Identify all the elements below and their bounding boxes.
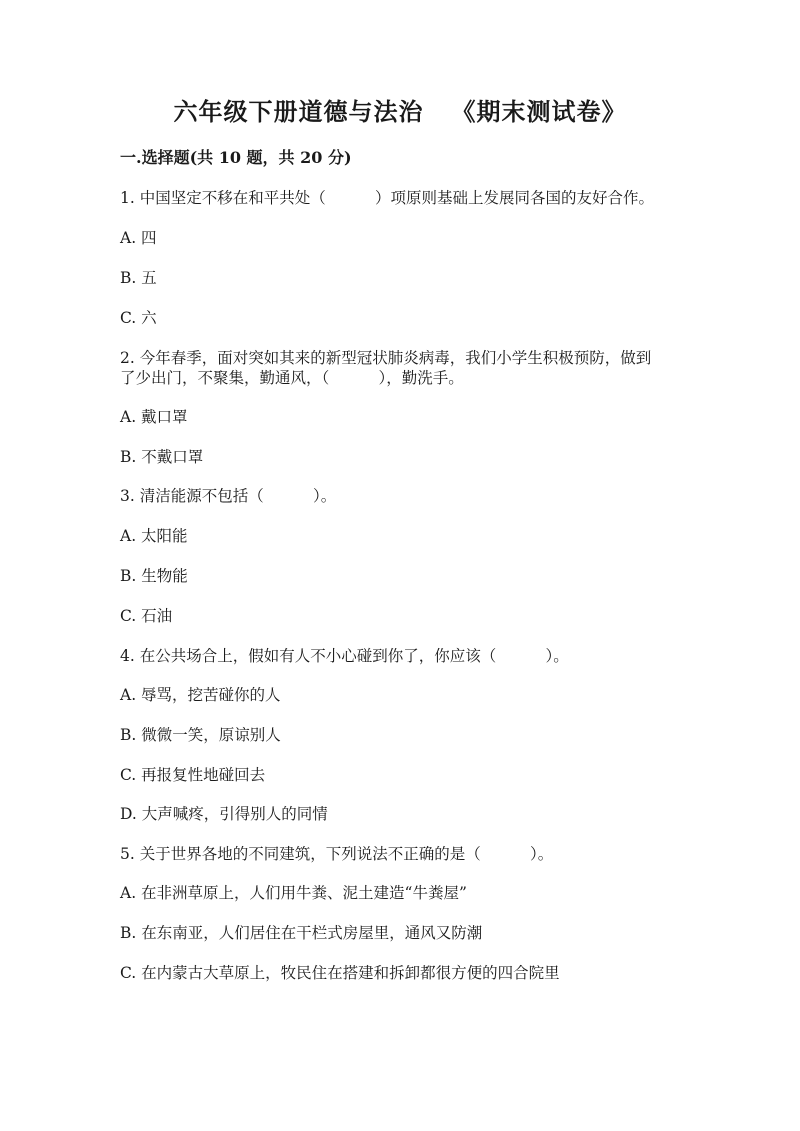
page-title: 六年级下册道德与法治 《期末测试卷》 — [173, 97, 627, 126]
question-1-option-b: B. 五 — [120, 269, 157, 287]
question-2-stem-line-2: 了少出门，不聚集，勤通风，（ ），勤洗手。 — [120, 369, 464, 387]
question-1-option-a: A. 四 — [120, 229, 157, 247]
question-2-stem-line-1: 2. 今年春季，面对突如其来的新型冠状肺炎病毒，我们小学生积极预防，做到 — [120, 349, 652, 367]
question-4-option-c: C. 再报复性地碰回去 — [120, 766, 266, 784]
question-3-option-b: B. 生物能 — [120, 567, 188, 585]
question-2-option-a: A. 戴口罩 — [120, 408, 188, 426]
question-1-option-c: C. 六 — [120, 309, 157, 327]
question-5-option-a: A. 在非洲草原上，人们用牛粪、泥土建造“牛粪屋” — [120, 884, 467, 902]
question-3-stem: 3. 清洁能源不包括（ ）。 — [120, 487, 337, 505]
section-heading: 一.选择题(共 10 题，共 20 分) — [120, 148, 352, 167]
question-3-option-a: A. 太阳能 — [120, 527, 188, 545]
question-5-stem: 5. 关于世界各地的不同建筑，下列说法不正确的是（ ）。 — [120, 845, 554, 863]
question-5-option-c: C. 在内蒙古大草原上，牧民住在搭建和拆卸都很方便的四合院里 — [120, 964, 560, 982]
question-4-stem: 4. 在公共场合上，假如有人不小心碰到你了，你应该（ ）。 — [120, 647, 569, 665]
question-2-option-b: B. 不戴口罩 — [120, 448, 204, 466]
question-3-option-c: C. 石油 — [120, 607, 173, 625]
question-4-option-b: B. 微微一笑，原谅别人 — [120, 726, 281, 744]
question-4-option-d: D. 大声喊疼，引得别人的同情 — [120, 805, 328, 823]
question-4-option-a: A. 辱骂，挖苦碰你的人 — [120, 686, 281, 704]
question-5-option-b: B. 在东南亚，人们居住在干栏式房屋里，通风又防潮 — [120, 924, 483, 942]
question-1-stem: 1. 中国坚定不移在和平共处（ ）项原则基础上发展同各国的友好合作。 — [120, 189, 654, 207]
